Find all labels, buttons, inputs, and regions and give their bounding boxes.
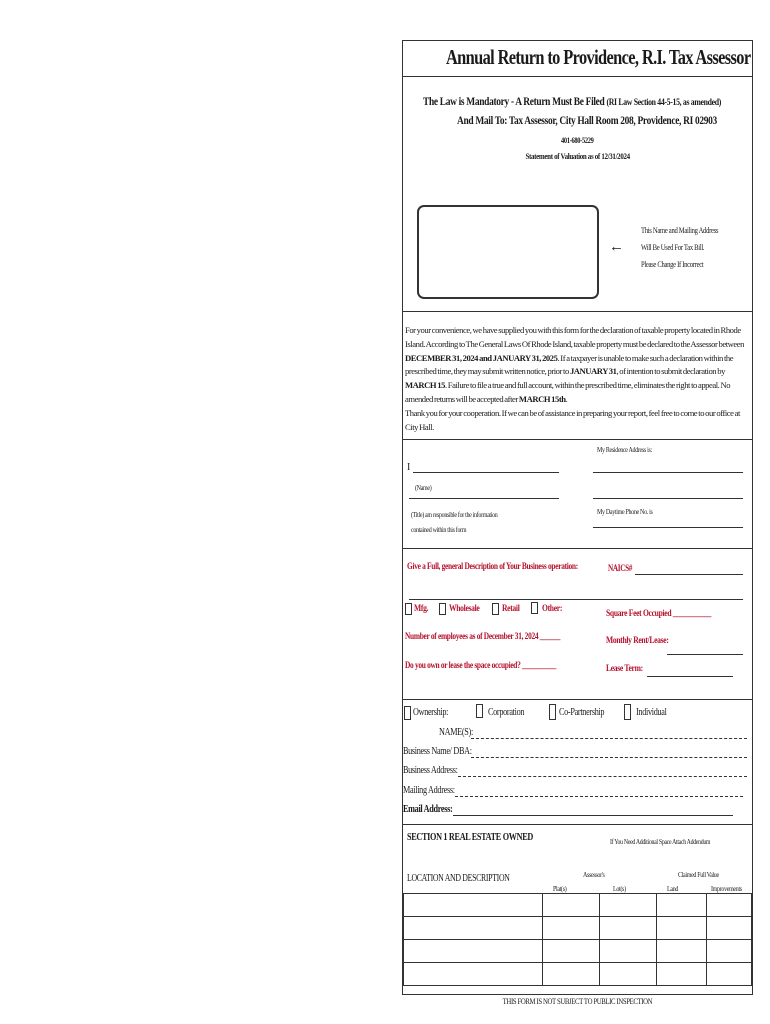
title-label-2: contained within this form: [411, 525, 467, 534]
residence-address-label: My Residence Address is:: [597, 445, 652, 454]
i-label: I: [407, 462, 410, 473]
divider: [403, 548, 752, 549]
valuation-date: Statement of Valuation as of 12/31/2024: [525, 151, 630, 161]
residence-address-field-2[interactable]: [593, 498, 743, 499]
location-cell[interactable]: [404, 894, 543, 917]
divider: [403, 699, 752, 700]
location-cell[interactable]: [404, 917, 543, 940]
copartnership-label: Co-Partnership: [559, 707, 605, 718]
assessors-header: Assessor's: [583, 870, 605, 879]
law-mandatory-line: The Law is Mandatory - A Return Must Be Filed (RI Law Section 44-5-15, as amended): [423, 96, 722, 108]
table-row: [404, 963, 752, 986]
improvements-header: Improvements: [711, 884, 742, 893]
lot-cell[interactable]: [600, 963, 657, 986]
improvements-cell[interactable]: [707, 963, 752, 986]
section1-title: SECTION 1 REAL ESTATE OWNED: [407, 832, 533, 843]
other-checkbox[interactable]: [531, 602, 538, 614]
business-name-field[interactable]: [471, 757, 747, 758]
mail-to-line: And Mail To: Tax Assessor, City Hall Room 208, Providence, RI 02903: [457, 115, 717, 127]
address-note-line3: Please Change If Incorrect: [641, 259, 704, 269]
divider: [403, 76, 752, 77]
lot-header: Lot(s): [613, 884, 626, 893]
footer-notice: THIS FORM IS NOT SUBJECT TO PUBLIC INSPECTION: [502, 996, 653, 1006]
land-header: Land: [667, 884, 679, 893]
title-label: (Title) am responsible for the information: [411, 510, 498, 519]
land-cell[interactable]: [657, 894, 707, 917]
intro-paragraph: For your convenience, we have supplied you with this form for the declaration of taxable property located in Rhode Island. According to The General Laws Of Rhode Island, taxable property must be declared to the Assessor between DECEMBER 31, 2024 and JANUARY 31, 2025. If a taxpayer is unable to make such a declaration within the prescribed time, they may submit written notice, prior to JANUARY 31, of intention to submit declaration by MARCH 15. Failure to file a true and full account, within the prescribed time, eliminates the right to appeal. No amended returns will be accepted after MARCH 15th. Thank you for your cooperation. If we can be of assistance in preparing your report, feel free to come to our office at City Hall.: [405, 325, 744, 432]
real-estate-table: [403, 893, 752, 986]
divider: [403, 311, 752, 312]
retail-checkbox[interactable]: [492, 603, 499, 615]
daytime-phone-field[interactable]: [593, 527, 743, 528]
land-cell[interactable]: [657, 963, 707, 986]
square-feet-field[interactable]: Square Feet Occupied ___________: [606, 609, 712, 619]
table-row: [404, 940, 752, 963]
wholesale-label: Wholesale: [449, 604, 480, 614]
location-cell[interactable]: [404, 940, 543, 963]
naics-field[interactable]: [635, 574, 743, 575]
plat-cell[interactable]: [543, 963, 600, 986]
individual-checkbox[interactable]: [624, 704, 631, 720]
wholesale-checkbox[interactable]: [439, 603, 446, 615]
business-description-field[interactable]: [409, 599, 743, 600]
divider: [403, 439, 752, 440]
location-cell[interactable]: [404, 963, 543, 986]
phone-number: 401-680-5229: [561, 136, 594, 145]
divider: [403, 824, 752, 825]
mfg-checkbox[interactable]: [405, 603, 412, 615]
monthly-rent-label: Monthly Rent/Lease:: [606, 636, 669, 646]
lot-cell[interactable]: [600, 940, 657, 963]
address-note-line1: This Name and Mailing Address: [641, 225, 719, 235]
monthly-rent-field[interactable]: [667, 654, 743, 655]
location-description-header: LOCATION AND DESCRIPTION: [407, 873, 510, 884]
ownership-label: Ownership:: [413, 707, 449, 718]
corporation-checkbox[interactable]: [476, 704, 483, 718]
employees-field[interactable]: Number of employees as of December 31, 2024 ______: [405, 632, 561, 642]
arrow-left-icon: ←: [609, 239, 624, 255]
table-row: [404, 917, 752, 940]
plat-cell[interactable]: [543, 894, 600, 917]
land-cell[interactable]: [657, 917, 707, 940]
address-note-line2: Will Be Used For Tax Bill.: [641, 242, 705, 252]
improvements-cell[interactable]: [707, 940, 752, 963]
section1-note: If You Need Additional Space Attach Addendum: [610, 837, 711, 846]
other-label: Other:: [542, 604, 563, 614]
plat-header: Plat(s): [553, 884, 567, 893]
naics-label: NAICS#: [608, 563, 633, 573]
table-row: [404, 894, 752, 917]
business-description-label: Give a Full, general Description of Your Business operation:: [407, 562, 578, 572]
own-lease-field[interactable]: Do you own or lease the space occupied? __________: [405, 661, 556, 671]
ownership-checkbox[interactable]: [404, 706, 411, 720]
names-field[interactable]: [471, 738, 747, 739]
business-address-field[interactable]: [458, 776, 747, 777]
business-address-label: Business Address:: [403, 765, 458, 776]
mailing-address-label: Mailing Address:: [403, 785, 455, 796]
land-cell[interactable]: [657, 940, 707, 963]
lease-term-field[interactable]: [647, 676, 733, 677]
email-address-field[interactable]: [453, 815, 733, 816]
name-label: (Name): [415, 483, 432, 492]
declarant-name-field[interactable]: [413, 472, 559, 473]
individual-label: Individual: [636, 707, 667, 718]
names-label: NAME(S):: [439, 727, 473, 738]
claimed-full-value-header: Claimed Full Value: [678, 870, 719, 879]
improvements-cell[interactable]: [707, 894, 752, 917]
retail-label: Retail: [502, 604, 520, 614]
mailing-address-box[interactable]: [417, 205, 599, 299]
mailing-address-field[interactable]: [455, 796, 743, 797]
lot-cell[interactable]: [600, 894, 657, 917]
business-name-label: Business Name/ DBA:: [403, 746, 472, 757]
plat-cell[interactable]: [543, 940, 600, 963]
copartnership-checkbox[interactable]: [549, 704, 556, 720]
daytime-phone-label: My Daytime Phone No. is: [597, 507, 653, 516]
lease-term-label: Lease Term:: [606, 664, 643, 674]
tax-form: [402, 40, 753, 995]
lot-cell[interactable]: [600, 917, 657, 940]
declarant-title-field[interactable]: [409, 498, 559, 499]
improvements-cell[interactable]: [707, 917, 752, 940]
mfg-label: Mfg.: [414, 604, 429, 614]
email-address-label: Email Address:: [403, 804, 453, 815]
residence-address-field[interactable]: [593, 472, 743, 473]
form-title: Annual Return to Providence, R.I. Tax Assessor: [445, 45, 751, 69]
corporation-label: Corporation: [488, 707, 525, 718]
plat-cell[interactable]: [543, 917, 600, 940]
